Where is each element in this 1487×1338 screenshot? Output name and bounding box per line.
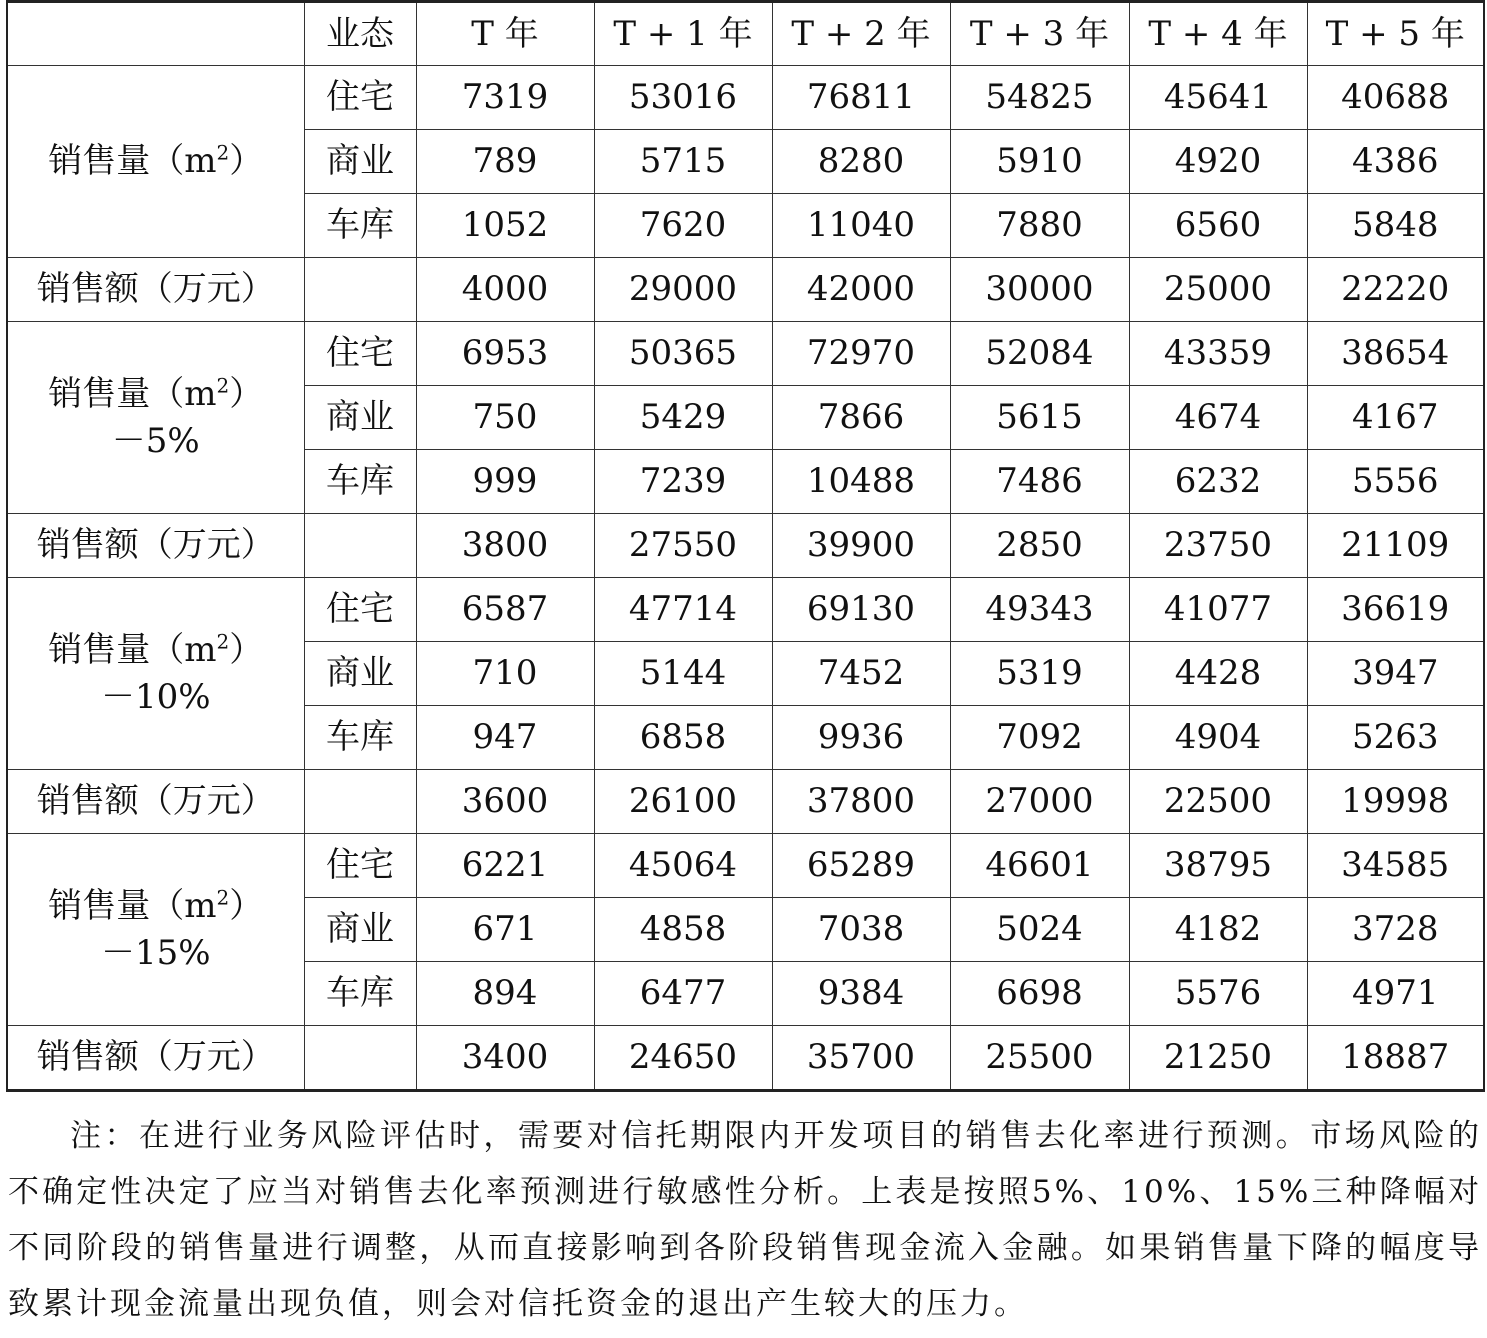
value-cell: 671 (416, 898, 594, 962)
value-cell: 4386 (1307, 130, 1484, 194)
value-cell: 45641 (1129, 66, 1307, 130)
value-cell: 34585 (1307, 834, 1484, 898)
unit-superscript: 2 (216, 885, 230, 910)
value-cell: 6560 (1129, 194, 1307, 258)
property-type: 车库 (304, 962, 416, 1026)
amount-row (7, 1026, 1484, 1091)
amount-empty-cell (304, 1026, 416, 1091)
amount-value-cell: 29000 (594, 258, 772, 322)
volume-label-text: 销售量（m (48, 885, 217, 926)
amount-value-cell: 19998 (1307, 770, 1484, 834)
table-row (7, 66, 1484, 130)
amount-value-cell: 24650 (594, 1026, 772, 1091)
amount-value-cell: 2850 (950, 514, 1129, 578)
amount-value-cell: 3800 (416, 514, 594, 578)
value-cell: 4920 (1129, 130, 1307, 194)
value-cell: 3947 (1307, 642, 1484, 706)
value-cell: 5556 (1307, 450, 1484, 514)
value-cell: 5429 (594, 386, 772, 450)
amount-value-cell: 35700 (772, 1026, 950, 1091)
value-cell: 40688 (1307, 66, 1484, 130)
property-type: 住宅 (304, 834, 416, 898)
table-row (7, 578, 1484, 642)
value-cell: 5576 (1129, 962, 1307, 1026)
amount-value-cell: 42000 (772, 258, 950, 322)
amount-value-cell: 26100 (594, 770, 772, 834)
amount-value-cell: 22220 (1307, 258, 1484, 322)
volume-label-cell (7, 322, 304, 514)
property-type: 车库 (304, 706, 416, 770)
value-cell: 6232 (1129, 450, 1307, 514)
value-cell: 11040 (772, 194, 950, 258)
header-year: T + 1 年 (594, 2, 772, 66)
value-cell: 6698 (950, 962, 1129, 1026)
value-cell: 4858 (594, 898, 772, 962)
amount-value-cell: 3600 (416, 770, 594, 834)
value-cell: 7866 (772, 386, 950, 450)
value-cell: 38795 (1129, 834, 1307, 898)
value-cell: 7452 (772, 642, 950, 706)
volume-label-cell (7, 834, 304, 1026)
sales-table (6, 0, 1485, 1092)
amount-value-cell: 25500 (950, 1026, 1129, 1091)
value-cell: 45064 (594, 834, 772, 898)
table-row (7, 834, 1484, 898)
value-cell: 7880 (950, 194, 1129, 258)
unit-superscript: 2 (216, 629, 230, 654)
unit-superscript: 2 (216, 140, 230, 165)
property-type: 车库 (304, 194, 416, 258)
amount-label: 销售额（万元） (7, 258, 304, 322)
value-cell: 49343 (950, 578, 1129, 642)
amount-value-cell: 21109 (1307, 514, 1484, 578)
value-cell: 7486 (950, 450, 1129, 514)
value-cell: 710 (416, 642, 594, 706)
value-cell: 4674 (1129, 386, 1307, 450)
value-cell: 5848 (1307, 194, 1484, 258)
header-year: T + 3 年 (950, 2, 1129, 66)
value-cell: 5615 (950, 386, 1129, 450)
volume-label-text: 销售量（m (48, 141, 217, 182)
header-year: T + 5 年 (1307, 2, 1484, 66)
amount-value-cell: 27000 (950, 770, 1129, 834)
value-cell: 789 (416, 130, 594, 194)
amount-row (7, 770, 1484, 834)
amount-value-cell: 4000 (416, 258, 594, 322)
value-cell: 6953 (416, 322, 594, 386)
value-cell: 43359 (1129, 322, 1307, 386)
volume-label-cell (7, 578, 304, 770)
amount-row (7, 258, 1484, 322)
value-cell: 54825 (950, 66, 1129, 130)
value-cell: 5715 (594, 130, 772, 194)
amount-value-cell: 25000 (1129, 258, 1307, 322)
value-cell: 7620 (594, 194, 772, 258)
value-cell: 9936 (772, 706, 950, 770)
unit-superscript: 2 (216, 373, 230, 398)
amount-value-cell: 39900 (772, 514, 950, 578)
value-cell: 7239 (594, 450, 772, 514)
value-cell: 947 (416, 706, 594, 770)
property-type: 商业 (304, 642, 416, 706)
amount-value-cell: 3400 (416, 1026, 594, 1091)
header-category: 业态 (304, 2, 416, 66)
value-cell: 6221 (416, 834, 594, 898)
table-row (7, 322, 1484, 386)
volume-label-line (48, 886, 263, 926)
header-year: T 年 (416, 2, 594, 66)
amount-value-cell: 30000 (950, 258, 1129, 322)
volume-label-text: 销售量（m (48, 629, 217, 670)
value-cell: 65289 (772, 834, 950, 898)
reduction-percent: －15% (100, 932, 211, 973)
value-cell: 7038 (772, 898, 950, 962)
value-cell: 4167 (1307, 386, 1484, 450)
value-cell: 3728 (1307, 898, 1484, 962)
value-cell: 10488 (772, 450, 950, 514)
amount-value-cell: 37800 (772, 770, 950, 834)
footnote-text: 注：在进行业务风险评估时，需要对信托期限内开发项目的销售去化率进行预测。市场风险的不确定性决定了应当对销售去化率预测进行敏感性分析。上表是按照5%、10%、15%三种降幅对不同阶段的销售量进行调整，从而直接影响到各阶段销售现金流入金融。如果销售量下降的幅度导致累计现金流量出现负值，则会对信托资金的退出产生较大的压力。 (8, 1118, 1482, 1322)
property-type: 商业 (304, 898, 416, 962)
volume-label-line (48, 630, 263, 670)
value-cell: 53016 (594, 66, 772, 130)
amount-label: 销售额（万元） (7, 770, 304, 834)
value-cell: 9384 (772, 962, 950, 1026)
value-cell: 5319 (950, 642, 1129, 706)
amount-value-cell: 23750 (1129, 514, 1307, 578)
amount-empty-cell (304, 514, 416, 578)
amount-label: 销售额（万元） (7, 1026, 304, 1091)
value-cell: 5024 (950, 898, 1129, 962)
value-cell: 6477 (594, 962, 772, 1026)
amount-label: 销售额（万元） (7, 514, 304, 578)
property-type: 住宅 (304, 578, 416, 642)
volume-label-line (48, 374, 263, 414)
volume-label-text: 销售量（m (48, 373, 217, 414)
reduction-percent: －10% (100, 676, 211, 717)
value-cell: 4428 (1129, 642, 1307, 706)
value-cell: 6587 (416, 578, 594, 642)
header-year: T + 2 年 (772, 2, 950, 66)
value-cell: 5910 (950, 130, 1129, 194)
amount-empty-cell (304, 258, 416, 322)
amount-row (7, 514, 1484, 578)
value-cell: 6858 (594, 706, 772, 770)
value-cell: 69130 (772, 578, 950, 642)
header-blank-cell (7, 2, 304, 66)
volume-label-close: ） (229, 373, 264, 414)
property-type: 住宅 (304, 66, 416, 130)
header-year: T + 4 年 (1129, 2, 1307, 66)
value-cell: 5263 (1307, 706, 1484, 770)
value-cell: 72970 (772, 322, 950, 386)
value-cell: 36619 (1307, 578, 1484, 642)
value-cell: 1052 (416, 194, 594, 258)
value-cell: 76811 (772, 66, 950, 130)
amount-value-cell: 22500 (1129, 770, 1307, 834)
value-cell: 41077 (1129, 578, 1307, 642)
value-cell: 50365 (594, 322, 772, 386)
amount-value-cell: 27550 (594, 514, 772, 578)
property-type: 商业 (304, 130, 416, 194)
reduction-percent: －5% (111, 420, 200, 461)
value-cell: 999 (416, 450, 594, 514)
amount-value-cell: 18887 (1307, 1026, 1484, 1091)
value-cell: 4904 (1129, 706, 1307, 770)
property-type: 商业 (304, 386, 416, 450)
property-type: 住宅 (304, 322, 416, 386)
value-cell: 894 (416, 962, 594, 1026)
value-cell: 7319 (416, 66, 594, 130)
property-type: 车库 (304, 450, 416, 514)
value-cell: 8280 (772, 130, 950, 194)
amount-empty-cell (304, 770, 416, 834)
volume-label-close: ） (229, 885, 264, 926)
value-cell: 47714 (594, 578, 772, 642)
value-cell: 46601 (950, 834, 1129, 898)
volume-label-close: ） (229, 141, 264, 182)
volume-label-line (48, 141, 263, 181)
volume-label-close: ） (229, 629, 264, 670)
value-cell: 52084 (950, 322, 1129, 386)
document (6, 0, 1484, 1332)
value-cell: 5144 (594, 642, 772, 706)
volume-label-cell (7, 66, 304, 258)
amount-value-cell: 21250 (1129, 1026, 1307, 1091)
value-cell: 7092 (950, 706, 1129, 770)
value-cell: 750 (416, 386, 594, 450)
value-cell: 4971 (1307, 962, 1484, 1026)
footnote (6, 1108, 1484, 1332)
value-cell: 38654 (1307, 322, 1484, 386)
value-cell: 4182 (1129, 898, 1307, 962)
header-row (7, 2, 1484, 66)
